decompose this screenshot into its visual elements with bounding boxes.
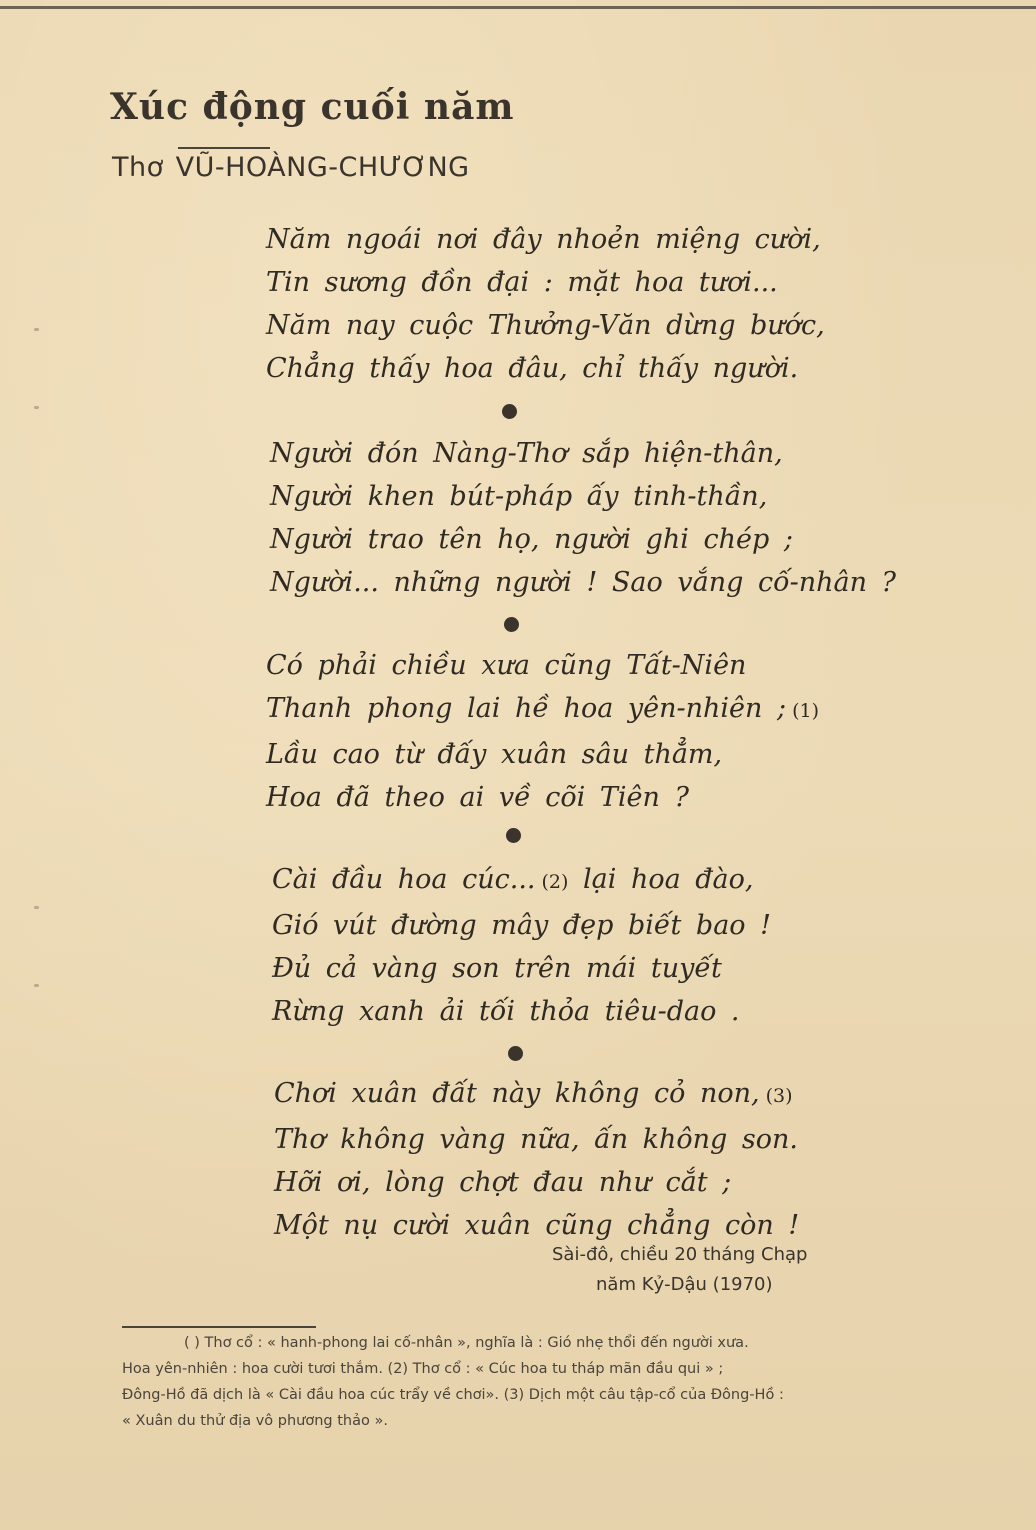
top-border-rule	[0, 6, 1036, 9]
verse-line	[266, 687, 819, 733]
verse-line	[272, 858, 771, 904]
verse-line: Người khen bút-pháp ấy tinh-thần,	[270, 481, 768, 512]
stanza-5	[274, 1072, 799, 1247]
poem-title: Xúc động cuối năm	[110, 86, 515, 128]
byline-prefix: Thơ	[112, 152, 164, 183]
paper-speck	[34, 984, 39, 987]
verse-text: Cài đầu hoa cúc...	[272, 864, 536, 895]
dateline-year: năm Kỷ-Dậu (1970)	[596, 1274, 773, 1295]
stanza-3	[266, 644, 819, 819]
footnote-line: Hoa yên-nhiên : hoa cười tươi thắm. (2) Thơ cổ : « Cúc hoa tu tháp mãn đầu qui » ;	[122, 1361, 724, 1377]
verse-text: Chơi xuân đất này không cỏ non,	[274, 1078, 760, 1109]
paper-speck	[34, 406, 39, 409]
dateline	[552, 1240, 807, 1300]
footnote-mark: (3)	[765, 1085, 793, 1107]
title-underline	[178, 147, 270, 149]
stanza-separator-bullet	[502, 404, 517, 419]
stanza-separator-bullet	[504, 617, 519, 632]
stanza-2	[270, 432, 896, 604]
verse-line: Một nụ cười xuân cũng chẳng còn !	[274, 1210, 800, 1241]
verse-text: Thanh phong lai hề hoa yên-nhiên ;	[266, 693, 787, 724]
verse-line: Người đón Nàng-Thơ sắp hiện-thân,	[270, 438, 783, 469]
stanza-separator-bullet	[506, 828, 521, 843]
verse-line: Người... những người ! Sao vắng cố-nhân ?	[270, 567, 897, 598]
verse-line: Người trao tên họ, người ghi chép ;	[270, 524, 793, 555]
verse-line: Thơ không vàng nữa, ấn không son.	[274, 1124, 799, 1155]
footnote-line: ( ) Thơ cổ : « hanh-phong lai cố-nhân », nghĩa là : Gió nhẹ thổi đến người xưa.	[184, 1335, 749, 1351]
footnotes	[122, 1330, 972, 1434]
paper-speck	[34, 906, 39, 909]
verse-line	[274, 1072, 799, 1118]
footnote-rule	[122, 1326, 316, 1328]
verse-line: Lầu cao từ đấy xuân sâu thẳm,	[266, 739, 723, 770]
stanza-separator-bullet	[508, 1046, 523, 1061]
byline	[112, 152, 470, 183]
verse-line: Gió vút đường mây đẹp biết bao !	[272, 910, 771, 941]
verse-line: Năm nay cuộc Thưởng-Văn dừng bước,	[266, 310, 825, 341]
footnote-mark: (1)	[792, 700, 820, 722]
verse-line: Rừng xanh ải tối thỏa tiêu-dao .	[272, 996, 740, 1027]
paper-speck	[34, 328, 39, 331]
verse-line: Có phải chiều xưa cũng Tất-Niên	[266, 650, 747, 681]
verse-text: lại hoa đào,	[583, 864, 754, 895]
footnote-line: « Xuân du thử địa vô phương thảo ».	[122, 1413, 388, 1429]
dateline-place-time: Sài-đô, chiều 20 tháng Chạp	[552, 1244, 808, 1265]
verse-line: Hoa đã theo ai về cõi Tiên ?	[266, 782, 689, 813]
stanza-4	[272, 858, 771, 1033]
verse-line: Tin sương đồn đại : mặt hoa tươi...	[266, 267, 778, 298]
verse-line: Đủ cả vàng son trên mái tuyết	[272, 953, 722, 984]
verse-line: Hỡi ơi, lòng chợt đau như cắt ;	[274, 1167, 732, 1198]
author-name: VŨ-HOÀNG-CHƯƠNG	[175, 152, 470, 183]
verse-line: Năm ngoái nơi đây nhoẻn miệng cười,	[266, 224, 821, 255]
footnote-mark: (2)	[541, 871, 569, 893]
verse-line: Chẳng thấy hoa đâu, chỉ thấy người.	[266, 353, 799, 384]
footnote-line: Đông-Hồ đã dịch là « Cài đầu hoa cúc trẩy về chơi». (3) Dịch một câu tập-cổ của Đông-Hồ :	[122, 1387, 784, 1403]
stanza-1	[266, 218, 825, 390]
